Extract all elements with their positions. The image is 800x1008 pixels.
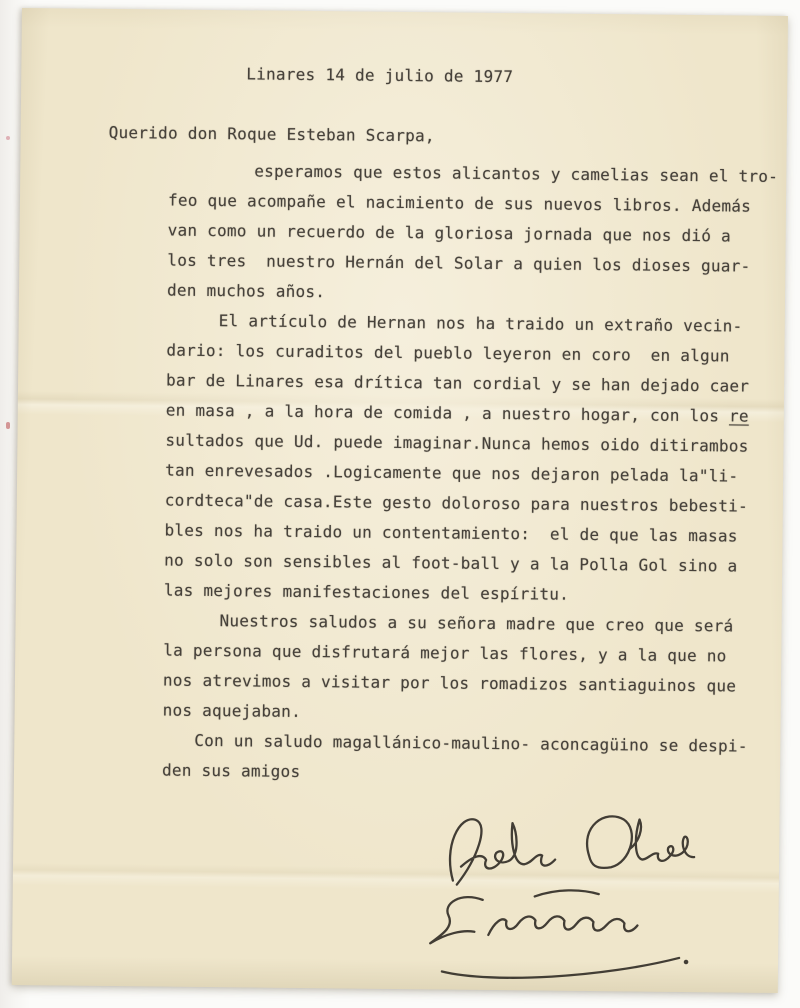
signature-name-emma	[430, 889, 638, 946]
letter-line-text: en masa , a la hora de comida , a nuestro hogar, con los	[165, 400, 730, 426]
letter-line: las mejores manifestaciones del espíritu.	[163, 580, 570, 604]
scan-speck-red	[6, 422, 10, 429]
letter-line: cordteca"de casa.Este gesto doloroso para nuestros bebesti-	[164, 490, 749, 516]
signature-name-pedro-olmos	[450, 815, 695, 887]
letter-line: los tres nuestro Hernán del Solar a quien los dioses guar-	[167, 250, 751, 276]
signature-underline-flourish	[442, 955, 679, 979]
paragraph-1	[167, 156, 778, 312]
letter-line: den sus amigos	[161, 760, 301, 781]
letter-line: Nuestros saludos a su señora madre que creo que será	[219, 611, 734, 636]
scan-speck-pink	[6, 136, 10, 140]
letter-line: esperamos que estos alicantos y camelias sean el tro-	[254, 161, 779, 186]
letter-line: dario: los curaditos del pueblo leyeron en coro en algun	[166, 340, 730, 366]
letter-line: van como un recuerdo de la gloriosa jornada que nos dió a	[167, 220, 732, 246]
letter-line: bar de Linares esa drítica tan cordial y se han dejado caer	[166, 370, 750, 396]
date-line: Linares 14 de julio de 1977	[246, 64, 514, 87]
letter-line: sultados que Ud. puede imaginar.Nunca hemos oido ditirambos	[165, 430, 749, 456]
paragraph-4-closing	[162, 726, 748, 792]
letter-line: no solo son sensibles al foot-ball y a la Polla Gol sino a	[164, 550, 738, 576]
salutation: Querido don Roque Esteban Scarpa,	[108, 122, 435, 146]
letter-line: nos aquejaban.	[162, 700, 302, 721]
paragraph-2	[164, 306, 750, 612]
letter-line: la persona que disfrutará mejor las flores, y a la que no	[163, 640, 727, 666]
underlined-text: re	[728, 406, 749, 426]
signature-dot	[684, 960, 689, 965]
letter-line: bles nos ha traido un contentamiento: el de que las masas	[164, 520, 738, 546]
signature	[382, 802, 714, 985]
letter-line: tan enrevesados .Logicamente que nos dejaron pelada la"li-	[165, 460, 739, 486]
letter-line: feo que acompañe el nacimiento de sus nuevos libros. Además	[167, 190, 752, 216]
paragraph-3	[162, 606, 736, 732]
letter-paper	[12, 8, 788, 993]
letter-line: El artículo de Hernan nos ha traido un extraño vecin-	[218, 311, 743, 336]
letter-line: nos atrevimos a visitar por los romadizos santiaguinos que	[162, 670, 737, 696]
letter-line: Con un saludo magallánico-maulino- aconcagüino se despi-	[194, 730, 748, 756]
letter-line: den muchos años.	[166, 280, 326, 302]
